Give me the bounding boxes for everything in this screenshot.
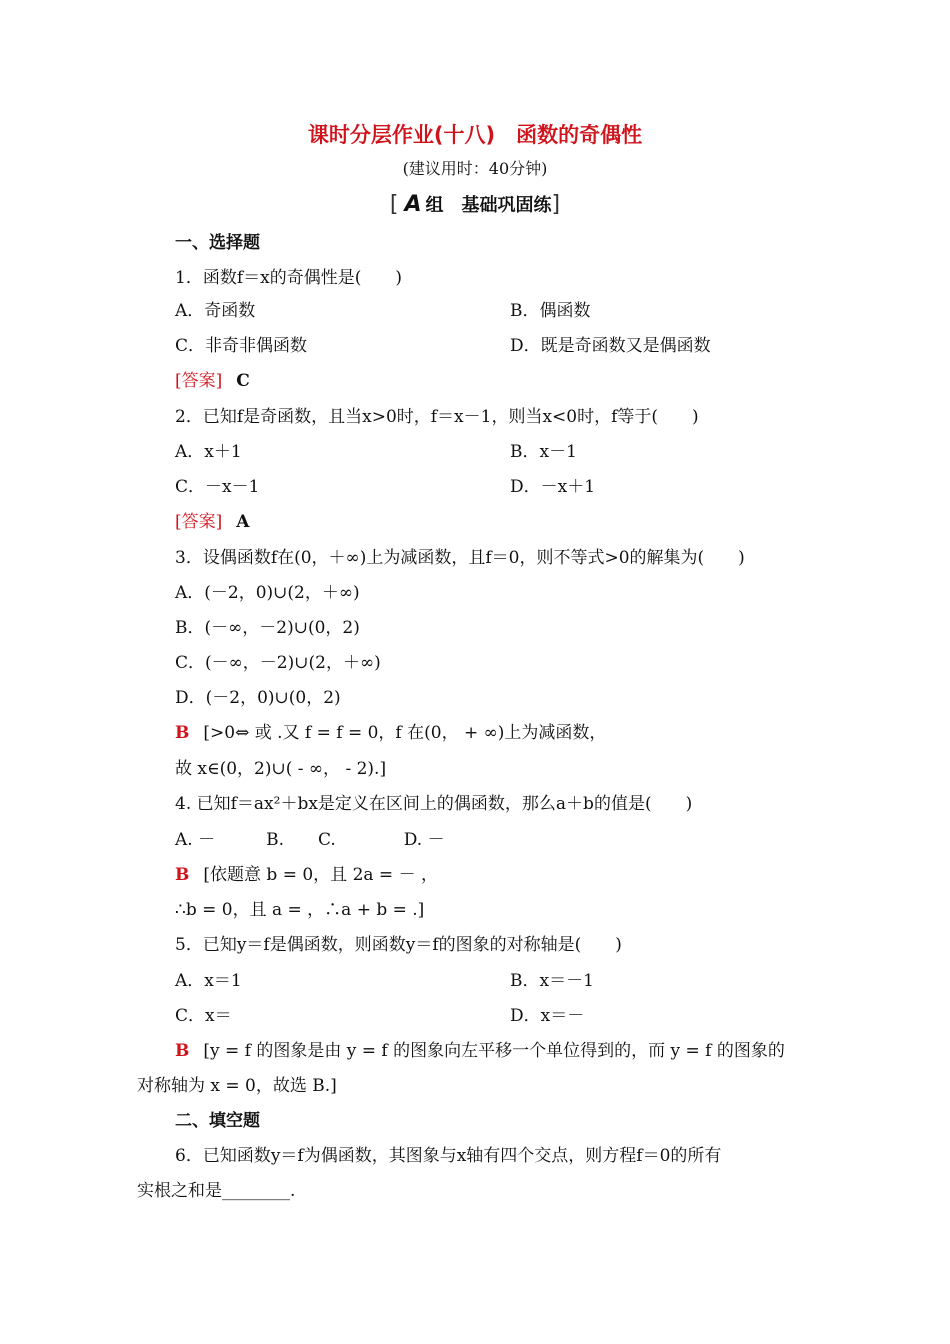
answer-label: [答案] [175,512,223,532]
answer-value: C [236,371,250,391]
left-bracket: [ [389,192,399,217]
answer-value: A [236,512,250,532]
solution-key: B [175,865,190,885]
q2-option-b: B．x－1 [510,442,577,462]
q2-option-a: A．x＋1 [175,442,242,462]
solution-key: B [175,1041,190,1061]
answer-label: [答案] [175,371,223,391]
group-header [0,194,950,217]
q1-option-c: C．非奇非偶函数 [175,336,308,356]
q3-solution-line1 [175,722,606,744]
q5-option-c: C．x＝ [175,1006,232,1026]
q1-answer [175,370,250,392]
q2-option-c: C．－x－1 [175,477,260,497]
group-letter: A [404,192,422,217]
q4-solution-line2: ∴b = 0，且 a = ，∴a + b = .] [175,900,425,920]
q1-stem: 1．函数f＝x的奇偶性是( ) [175,268,402,288]
q3-option-a: A．(－2，0)∪(2，＋∞) [175,583,360,603]
suggested-time: (建议用时：40分钟) [402,159,548,178]
q3-stem: 3．设偶函数f在(0，＋∞)上为减函数，且f＝0，则不等式>0的解集为( ) [175,548,745,568]
solution-text: [依题意 b = 0，且 2a = － ， [203,865,438,885]
solution-text: [>0⇔ 或 .又 f = f = 0，f 在(0， + ∞)上为减函数， [203,723,607,743]
solution-key: B [175,723,190,743]
q3-solution-line2: 故 x∈(0，2)∪( - ∞， - 2).] [175,759,387,779]
section-fill: 二、填空题 [175,1111,260,1131]
q5-stem: 5．已知y＝f是偶函数，则函数y＝f的图象的对称轴是( ) [175,935,622,955]
q1-option-a: A．奇函数 [175,301,256,321]
q4-solution-line1 [175,864,438,886]
q6-stem-line1: 6．已知函数y＝f为偶函数，其图象与x轴有四个交点，则方程f＝0的所有 [175,1146,722,1166]
q2-stem: 2．已知f是奇函数，且当x>0时，f＝x－1，则当x<0时，f等于( ) [175,407,699,427]
q5-solution-line2: 对称轴为 x = 0，故选 B.] [137,1076,337,1096]
solution-text: [y = f 的图象是由 y = f 的图象向左平移一个单位得到的，而 y = f 的图象的 [203,1041,785,1061]
q3-option-c: C．(－∞，－2)∪(2，＋∞) [175,653,381,673]
q5-solution-line1 [175,1040,785,1062]
right-bracket: ] [551,192,561,217]
q2-option-d: D．－x＋1 [510,477,596,497]
q5-option-d: D．x＝－ [510,1006,585,1026]
page-title: 课时分层作业(十八) 函数的奇偶性 [307,123,643,147]
q5-option-b: B．x＝－1 [510,971,594,991]
section-choice: 一、选择题 [175,233,260,253]
q4-options: A. － B. C. D. － [175,830,445,850]
q3-option-d: D．(－2，0)∪(0，2) [175,688,341,708]
q3-option-b: B．(－∞，－2)∪(0，2) [175,618,360,638]
q1-option-d: D．既是奇函数又是偶函数 [510,336,711,356]
q1-option-b: B．偶函数 [510,301,591,321]
q2-answer [175,511,249,533]
group-label: 组 基础巩固练 [425,195,552,216]
q6-stem-line2: 实根之和是________. [137,1181,296,1201]
q5-option-a: A．x＝1 [175,971,242,991]
q4-stem: 4. 已知f＝ax²＋bx是定义在区间上的偶函数，那么a＋b的值是( ) [175,794,693,814]
